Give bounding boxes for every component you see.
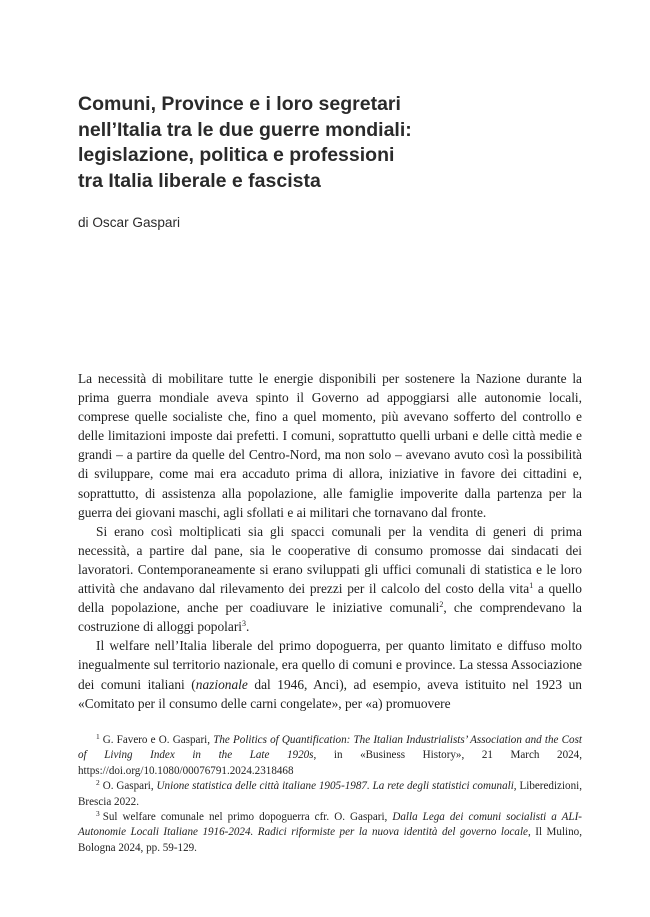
paragraph-2 (78, 522, 582, 637)
footnote-number: 1 (96, 732, 100, 741)
footnote-text: , Il Mulino, Bologna 2024, pp. 59-129. (78, 826, 583, 854)
footnote-number: 2 (96, 778, 100, 788)
footnote-ref-3[interactable]: 3 (242, 619, 246, 629)
paragraph-3-text-b: dal 1946, Anci), ad esempio, aveva istituito nel 1923 un «Comitato per il consumo delle carni congelate», per «a) promuovere (78, 676, 582, 711)
paragraph-2-text-b: a quello della popolazione, anche per coadiuvare le iniziative comunali (78, 581, 582, 616)
title-line: Comuni, Province e i loro segretari (78, 93, 401, 115)
paragraph-2-text-c: , che comprendevano la costruzione di alloggi popolari (78, 600, 582, 635)
paragraph-2-text-a: Si erano così moltiplicati sia gli spacci comunali per la vendita di generi di prima necessità, a partire dal pane, sia le cooperative di consumo promosse dai sindacati dei lavoratori. Contemporaneamente si erano sviluppati gli uffici comunali di statistica e le loro attività che andavano dal rilevamento dei prezzi per il calcolo del costo della vita (78, 523, 582, 597)
body-text (78, 369, 582, 713)
footnote-ref-2[interactable]: 2 (439, 600, 444, 610)
title-line: tra Italia liberale e fascista (78, 169, 321, 192)
paragraph-2-text-d: . (246, 619, 250, 635)
footnote (78, 779, 582, 810)
footnote-ref-1[interactable]: 1 (529, 581, 534, 591)
footnote-text: O. Gaspari, (102, 780, 157, 793)
paragraph-3-italic: nazionale (195, 676, 248, 692)
footnote-text: G. Favero e O. Gaspari, (102, 734, 214, 746)
footnote-title: Dalla Lega dei comuni socialisti a ALI-Autonomie Locali Italiane 1916-2024. Radici riformiste per la nuova identità del governo locale (78, 811, 582, 839)
title-line: nell’Italia tra le due guerre mondiali: (78, 118, 412, 141)
footnote-text: , Liberedizioni, Brescia 2022. (78, 780, 582, 808)
title-line: legislazione, politica e professioni (78, 144, 395, 166)
paragraph-3-text-a: Il welfare nell’Italia liberale del primo dopoguerra, per quanto limitato e diffuso molto inegualmente sul territorio nazionale, era quello di comuni e province. La stessa Associazione dei comuni italiani ( (78, 638, 582, 692)
footnote-title: Unione statistica delle città italiane 1905-1987. La rete degli statistici comunali (156, 780, 514, 793)
chapter-title (78, 92, 578, 194)
footnote-number: 3 (96, 809, 100, 819)
footnote (78, 810, 582, 856)
paragraph-3 (78, 636, 582, 712)
footnote-title: The Politics of Quantification: The Italian Industrialists’ Association and the Cost of Living Index in the Late 1920s (78, 734, 582, 762)
footnotes (78, 733, 582, 856)
footnote-text: Sul welfare comunale nel primo dopoguerra cfr. O. Gaspari, (102, 811, 393, 824)
footnote (78, 733, 582, 779)
author-byline: di Oscar Gaspari (78, 215, 180, 230)
footnote-text: , in «Business History», 21 March 2024, https://doi.org/10.1080/00076791.2024.2318468 (78, 749, 583, 777)
paragraph-1: La necessità di mobilitare tutte le energie disponibili per sostenere la Nazione durante la prima guerra mondiale aveva spinto il Governo ad appoggiarsi alle autonomie locali, comprese quelle socialiste che, fino a quel momento, più avevano sofferto del controllo e delle limitazioni imposte dai prefetti. I comuni, soprattutto quelli urbani e delle città medie e grandi – a partire da quelle del Centro-Nord, ma non solo – avevano avuto così la possibilità di sviluppare, come mai era accaduto prima di allora, iniziative in favore dei cittadini e, soprattutto, di assistenza alla popolazione, alle famiglie impoverite dalla partenza per la guerra dei giovani maschi, agli sfollati e ai militari che tornavano dal fronte. (78, 371, 582, 520)
